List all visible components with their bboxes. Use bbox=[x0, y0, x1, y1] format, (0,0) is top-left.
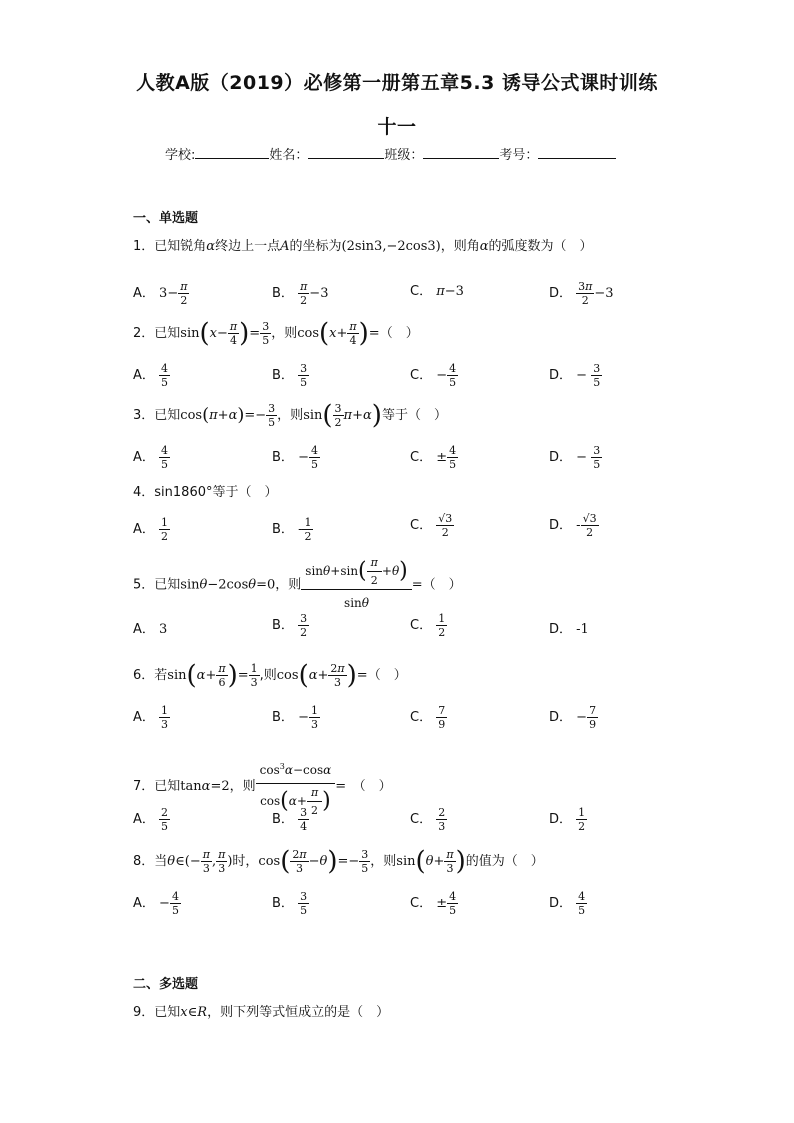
section-single-choice: 一、单选题 bbox=[133, 211, 199, 226]
q6-option-b[interactable]: B． − $\frac{1}{3}$ bbox=[272, 704, 318, 731]
q4-option-d[interactable]: D． - $\frac{√3}{2}$ bbox=[549, 512, 597, 539]
q4-option-a[interactable]: A． $\frac{1}{2}$ bbox=[133, 516, 169, 543]
q8-option-c[interactable]: C． ± $\frac{4}{5}$ bbox=[410, 890, 457, 917]
question-9: 9．已知x∈R，则下列等式恒成立的是（ ） bbox=[133, 1005, 390, 1020]
name-label: 姓名： bbox=[269, 148, 309, 163]
q8-option-b[interactable]: B． $\frac{3}{5}$ bbox=[272, 890, 308, 917]
q4-option-b[interactable]: B． - $\frac{1}{2}$ bbox=[272, 516, 312, 543]
q1-option-d[interactable]: D． $\frac{3\pi}{2}$ −3 bbox=[549, 280, 614, 307]
q7-option-a[interactable]: A． $\frac{2}{5}$ bbox=[133, 806, 169, 833]
q5-option-a[interactable]: A． 3 bbox=[133, 622, 168, 637]
q7-option-c[interactable]: C． $\frac{2}{3}$ bbox=[410, 806, 446, 833]
q2-option-a[interactable]: A． $\frac{4}{5}$ bbox=[133, 362, 169, 389]
name-blank[interactable] bbox=[308, 144, 384, 159]
q7-option-b[interactable]: B． $\frac{3}{4}$ bbox=[272, 806, 308, 833]
q4-option-c[interactable]: C． $\frac{√3}{2}$ bbox=[410, 512, 453, 539]
q5-option-d[interactable]: D． -1 bbox=[549, 622, 589, 637]
question-5: 5．已知sinθ−2cosθ=0，则 sinθ+sin( $\frac{\pi}{2}$ +θ) sinθ =（ ） bbox=[133, 556, 462, 610]
q5-option-b[interactable]: B． $\frac{3}{2}$ bbox=[272, 612, 308, 639]
q1-option-c[interactable]: C． π−3 bbox=[410, 284, 464, 299]
q6-option-c[interactable]: C． $\frac{7}{9}$ bbox=[410, 704, 446, 731]
class-label: 班级： bbox=[384, 148, 424, 163]
question-1: 1．已知锐角α终边上一点A的坐标为(2sin3,−2cos3)，则角α的弧度数为（ ） bbox=[133, 239, 593, 254]
class-blank[interactable] bbox=[423, 144, 499, 159]
q7-option-d[interactable]: D． $\frac{1}{2}$ bbox=[549, 806, 586, 833]
q5-option-c[interactable]: C． $\frac{1}{2}$ bbox=[410, 612, 446, 639]
q2-option-b[interactable]: B． $\frac{3}{5}$ bbox=[272, 362, 308, 389]
q8-option-d[interactable]: D． $\frac{4}{5}$ bbox=[549, 890, 586, 917]
q1-option-b[interactable]: B． $\frac{\pi}{2}$ −3 bbox=[272, 280, 329, 307]
student-info-row bbox=[165, 144, 616, 163]
question-4: 4．sin1860°等于（ ） bbox=[133, 485, 278, 500]
question-2: 2．已知sin(x− $\frac{\pi}{4}$ )= $\frac{3}{5}$ ，则cos(x+ $\frac{\pi}{4}$ )=（ ） bbox=[133, 318, 419, 349]
document-title-line2: 十一 bbox=[377, 116, 417, 138]
q1-option-a[interactable]: A． 3− $\frac{\pi}{2}$ bbox=[133, 280, 188, 307]
school-label: 学校: bbox=[165, 148, 196, 163]
q6-option-a[interactable]: A． $\frac{1}{3}$ bbox=[133, 704, 169, 731]
q8-option-a[interactable]: A． − $\frac{4}{5}$ bbox=[133, 890, 179, 917]
q3-option-c[interactable]: C． ± $\frac{4}{5}$ bbox=[410, 444, 457, 471]
number-label: 考号： bbox=[499, 148, 539, 163]
q3-option-a[interactable]: A． $\frac{4}{5}$ bbox=[133, 444, 169, 471]
section-multiple-choice: 二、多选题 bbox=[133, 977, 199, 992]
q3-option-b[interactable]: B． − $\frac{4}{5}$ bbox=[272, 444, 318, 471]
q3-option-d[interactable]: D． − $\frac{3}{5}$ bbox=[549, 444, 601, 471]
question-6: 6．若sin(α+ $\frac{\pi}{6}$ )= $\frac{1}{3}$ ,则cos(α+ $\frac{2\pi}{3}$ )=（ ） bbox=[133, 660, 407, 691]
document-title: 人教A版（2019）必修第一册第五章5.3 诱导公式课时训练 bbox=[136, 72, 658, 94]
question-7: 7．已知tanα=2，则 $\cos^3\alpha-\cos\alpha$ cos(α+ $\frac{\pi}{2}$ ) = （ ） bbox=[133, 756, 392, 817]
q6-option-d[interactable]: D． − $\frac{7}{9}$ bbox=[549, 704, 597, 731]
q2-option-c[interactable]: C． − $\frac{4}{5}$ bbox=[410, 362, 457, 389]
number-blank[interactable] bbox=[538, 144, 616, 159]
school-blank[interactable] bbox=[195, 144, 269, 159]
question-8: 8．当θ∈(− $\frac{\pi}{3}$ , $\frac{\pi}{3}$ )时，cos( $\frac{2\pi}{3}$ −θ)=− $\frac{3}{5}$ ，则sin(θ+ $\frac{\pi}{3}$ )的值为（ ） bbox=[133, 846, 544, 877]
question-3: 3．已知cos(π+α)=− $\frac{3}{5}$ ，则sin( $\frac{3}{2}$ π+α)等于（ ） bbox=[133, 400, 447, 431]
q2-option-d[interactable]: D． − $\frac{3}{5}$ bbox=[549, 362, 601, 389]
